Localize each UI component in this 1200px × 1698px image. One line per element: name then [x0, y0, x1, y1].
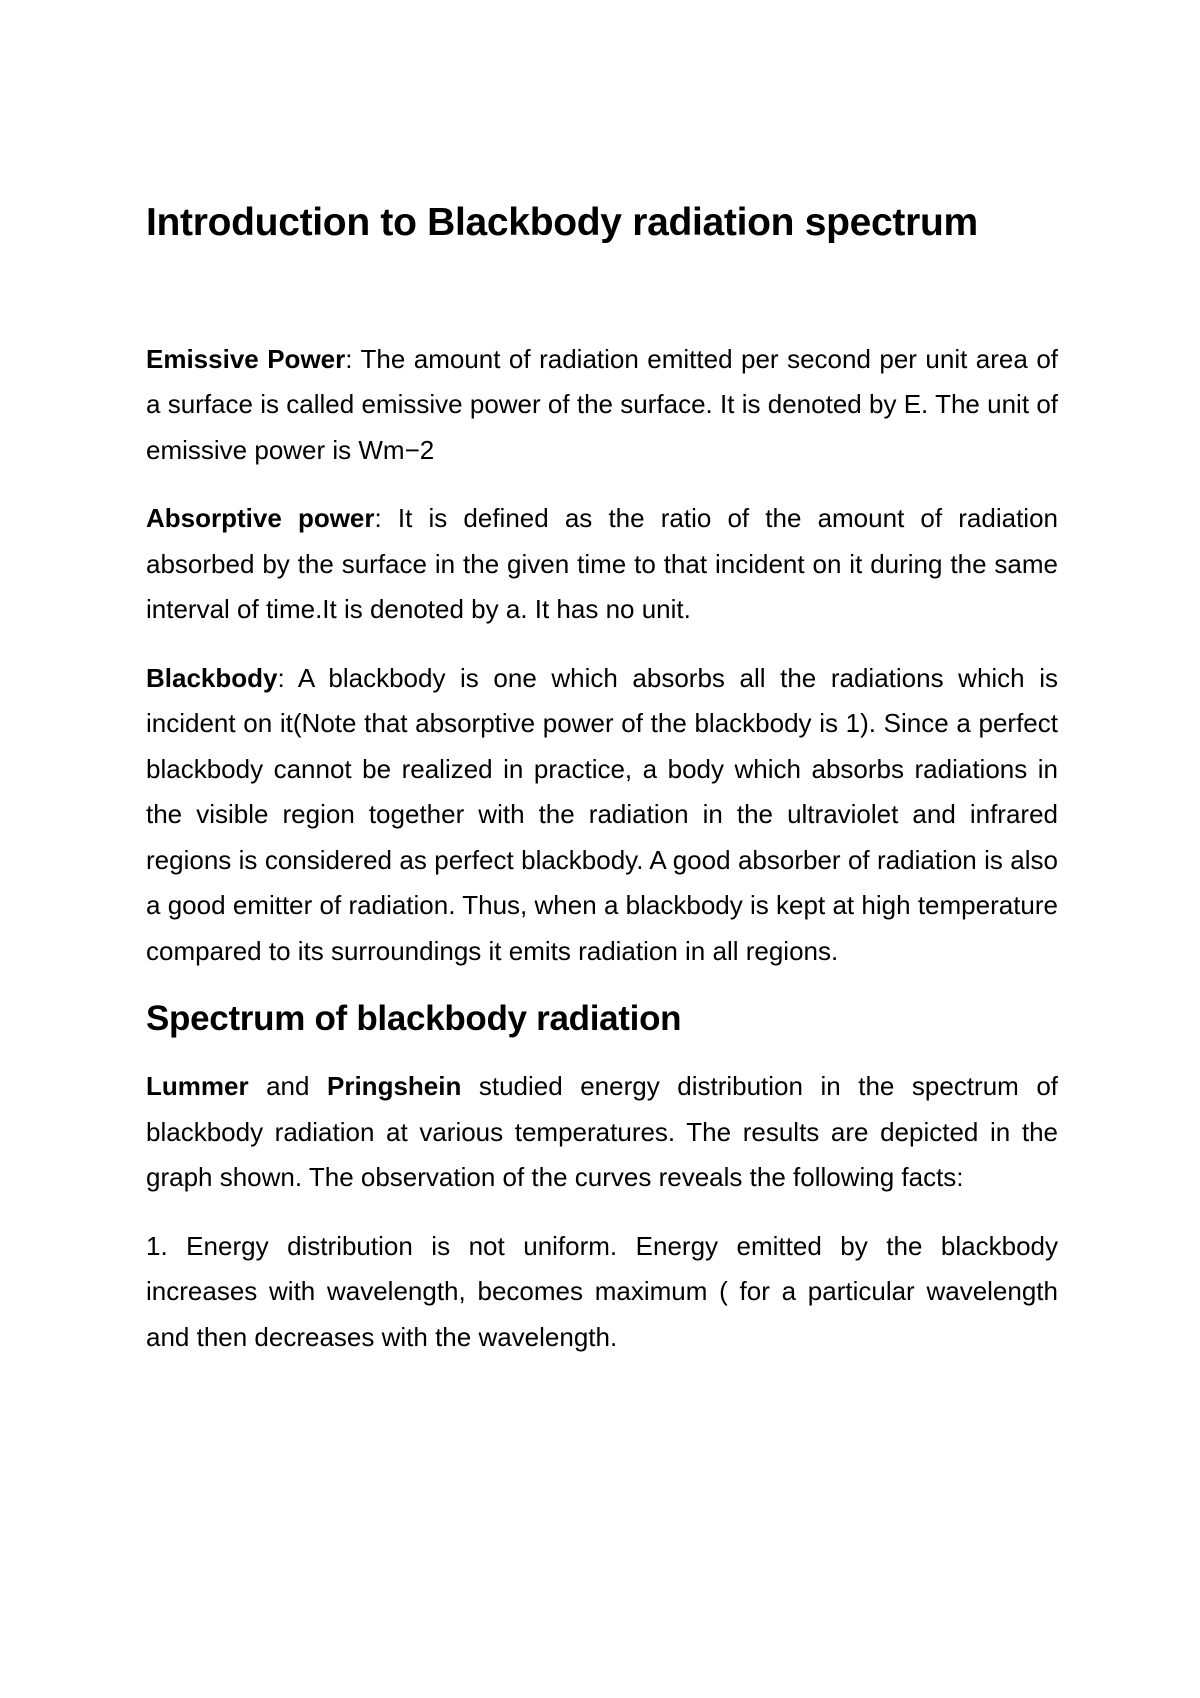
fact-1-paragraph: 1. Energy distribution is not uniform. Energy emitted by the blackbody increases with wavelength, becomes maximum ( for a particular wavelength and then decreases with the wavelength.: [146, 1230, 1058, 1352]
emissive-power-paragraph: [146, 337, 1058, 474]
lummer-text: studied energy distribution in the spectrum of blackbody radiation at various temperatures. The results are depicted in the graph shown. The observation of the curves reveals the following facts:: [146, 1071, 1059, 1193]
lummer-name: Lummer: [146, 1071, 249, 1102]
blackbody-paragraph: [146, 656, 1058, 975]
absorptive-power-paragraph: [146, 496, 1058, 633]
section-heading: Spectrum of blackbody radiation: [146, 999, 682, 1039]
blackbody-text: : A blackbody is one which absorbs all the radiations which is incident on it(Note that absorptive power of the blackbody is 1). Since a perfect blackbody cannot be realized in practice, a body which absorbs radiations in the visible region together with the radiation in the ultraviolet and infrared regions is considered as perfect blackbody. A good absorber of radiation is also a good emitter of radiation. Thus, when a blackbody is kept at high temperature compared to its surroundings it emits radiation in all regions.: [146, 662, 1058, 966]
emissive-power-term: Emissive Power: [146, 343, 346, 374]
page-title: Introduction to Blackbody radiation spectrum: [146, 201, 978, 244]
pringshein-name: Pringshein: [327, 1071, 462, 1102]
emissive-power-text: : The amount of radiation emitted per second per unit area of a surface is called emissive power of the surface. It is denoted by E. The unit of emissive power is Wm−2: [146, 343, 1058, 465]
absorptive-power-text: : It is defined as the ratio of the amount of radiation absorbed by the surface in the given time to that incident on it during the same interval of time.It is denoted by a. It has no unit.: [146, 503, 1058, 625]
absorptive-power-term: Absorptive power: [146, 503, 375, 534]
lummer-paragraph: [146, 1064, 1058, 1201]
lummer-and: and: [248, 1071, 327, 1102]
blackbody-term: Blackbody: [146, 662, 278, 693]
